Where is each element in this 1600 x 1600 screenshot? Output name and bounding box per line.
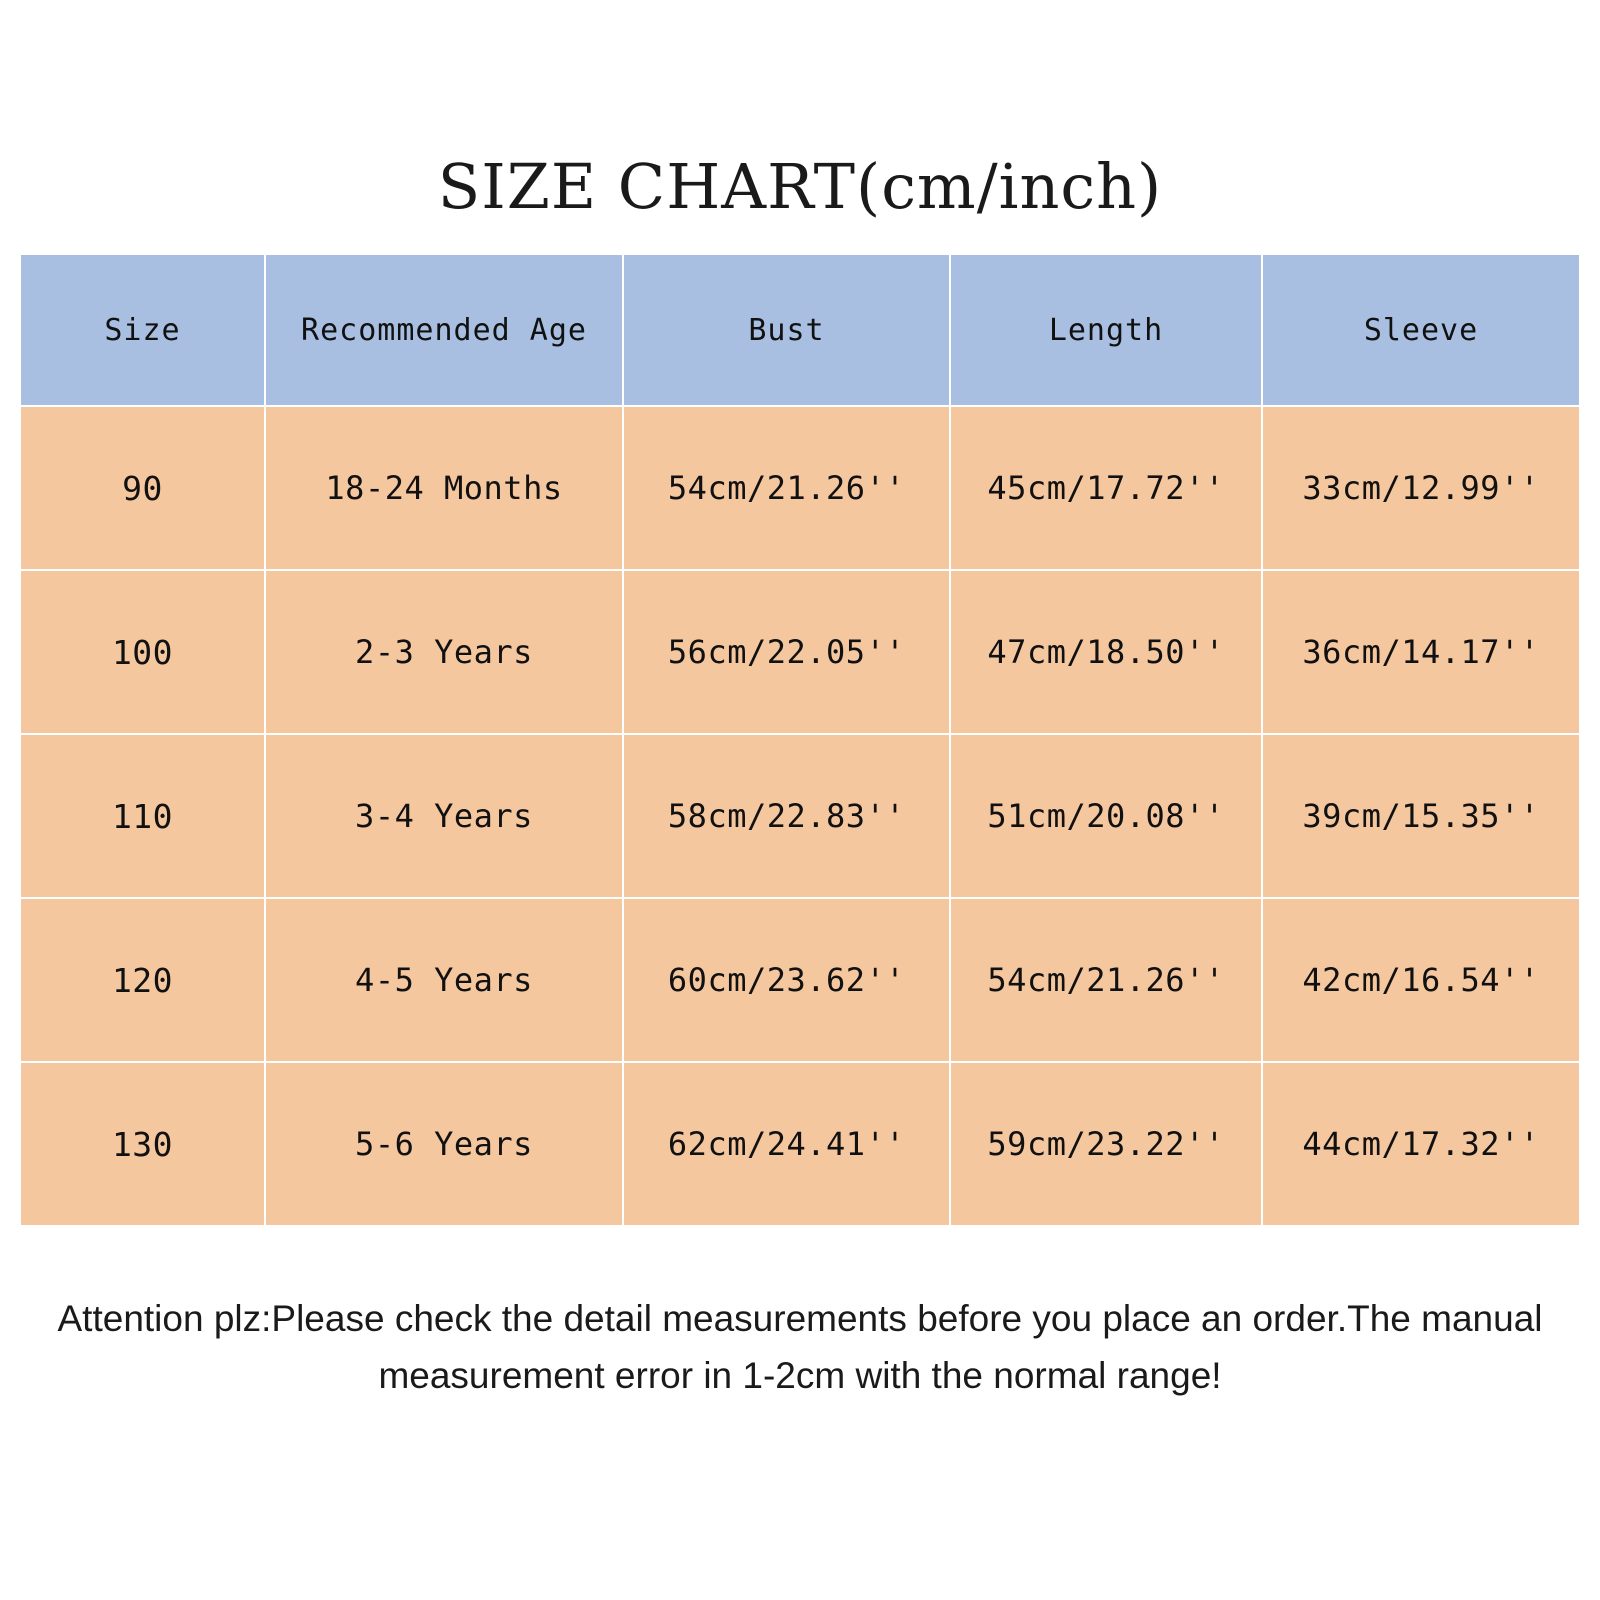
cell-sleeve: 39cm/15.35'' [1262,734,1580,898]
column-header-bust: Bust [623,254,950,406]
cell-size: 130 [20,1062,265,1226]
table-header-row [20,254,1580,406]
column-header-sleeve: Sleeve [1262,254,1580,406]
cell-length: 45cm/17.72'' [950,406,1262,570]
cell-bust: 60cm/23.62'' [623,898,950,1062]
column-header-length: Length [950,254,1262,406]
column-header-recommended-age: Recommended Age [265,254,623,406]
cell-sleeve: 44cm/17.32'' [1262,1062,1580,1226]
cell-size: 110 [20,734,265,898]
cell-bust: 62cm/24.41'' [623,1062,950,1226]
cell-size: 90 [20,406,265,570]
table-row [20,734,1580,898]
table-row [20,570,1580,734]
size-chart-table [19,253,1581,1227]
cell-age: 4-5 Years [265,898,623,1062]
table-row [20,898,1580,1062]
cell-length: 47cm/18.50'' [950,570,1262,734]
table-row [20,1062,1580,1226]
cell-sleeve: 42cm/16.54'' [1262,898,1580,1062]
cell-age: 3-4 Years [265,734,623,898]
cell-length: 59cm/23.22'' [950,1062,1262,1226]
cell-size: 120 [20,898,265,1062]
cell-age: 5-6 Years [265,1062,623,1226]
cell-sleeve: 36cm/14.17'' [1262,570,1580,734]
cell-age: 2-3 Years [265,570,623,734]
column-header-size: Size [20,254,265,406]
table-row [20,406,1580,570]
size-chart-container [0,150,1600,1227]
cell-length: 54cm/21.26'' [950,898,1262,1062]
cell-bust: 56cm/22.05'' [623,570,950,734]
page-title: SIZE CHART(cm/inch) [437,150,1163,223]
cell-size: 100 [20,570,265,734]
cell-length: 51cm/20.08'' [950,734,1262,898]
cell-bust: 58cm/22.83'' [623,734,950,898]
cell-age: 18-24 Months [265,406,623,570]
cell-bust: 54cm/21.26'' [623,406,950,570]
cell-sleeve: 33cm/12.99'' [1262,406,1580,570]
attention-note: Attention plz:Please check the detail measurements before you place an order.The manual measurement error in 1-2cm with the normal range! [57,1298,1543,1397]
